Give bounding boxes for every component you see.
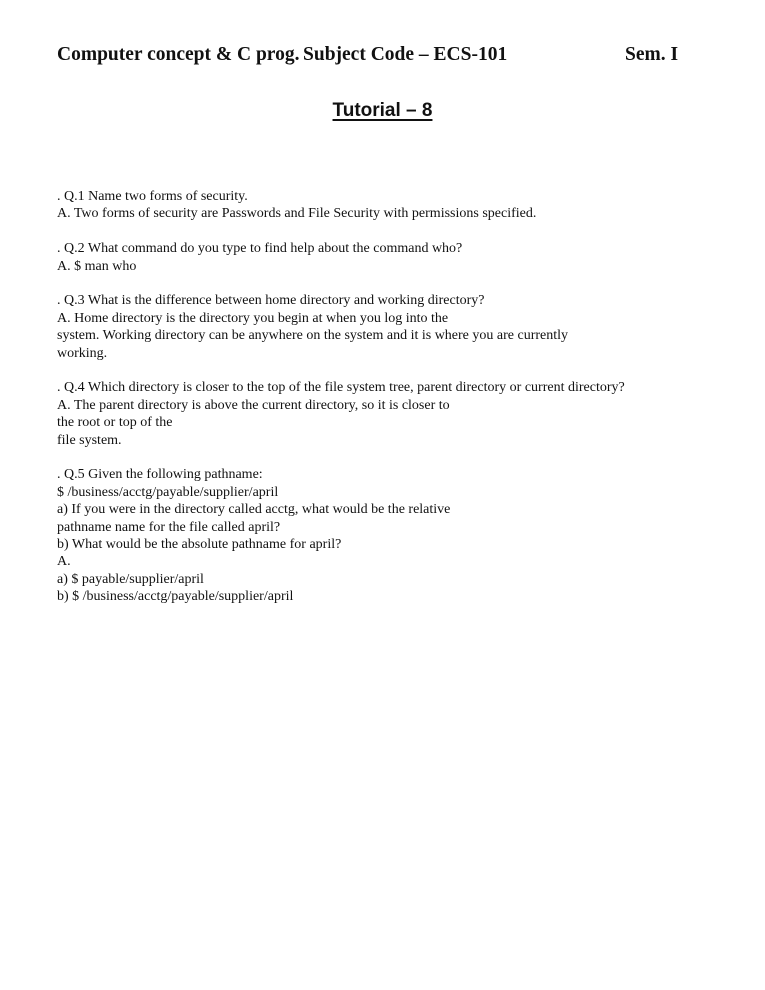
question-text: a) If you were in the directory called acctg, what would be the relative: [57, 502, 451, 518]
question-block-5: [57, 466, 737, 605]
question-text: . Q.1 Name two forms of security.: [57, 189, 248, 204]
answer-text: the root or top of the: [57, 415, 173, 431]
answer-text: file system.: [57, 432, 122, 448]
course-name: Computer concept & C prog.: [57, 44, 300, 65]
answer-text: A. Two forms of security are Passwords and File Security with permissions specified.: [57, 206, 537, 222]
subject-code: Subject Code – ECS-101: [303, 44, 508, 65]
question-text: pathname name for the file called april?: [57, 519, 281, 535]
question-text: $ /business/acctg/payable/supplier/april: [57, 484, 279, 500]
answer-text: A. $ man who: [57, 258, 137, 274]
tutorial-title-container: [0, 100, 765, 122]
question-text: . Q.3 What is the difference between home directory and working directory?: [57, 293, 485, 309]
answer-text: system. Working directory can be anywhere on the system and it is where you are currently: [57, 328, 569, 344]
answer-text: working.: [57, 345, 108, 361]
document-header: [57, 44, 697, 70]
answer-text: A. Home directory is the directory you begin at when you log into the: [57, 310, 449, 326]
question-text: b) What would be the absolute pathname for april?: [57, 537, 342, 553]
question-text: . Q.5 Given the following pathname:: [57, 467, 263, 483]
question-block-2: [57, 240, 737, 275]
tutorial-title: Tutorial – 8: [332, 100, 433, 121]
answer-text: a) $ payable/supplier/april: [57, 571, 204, 587]
question-block-1: [57, 188, 737, 223]
question-block-4: [57, 379, 737, 449]
questions-body: [57, 188, 737, 623]
question-text: . Q.2 What command do you type to find help about the command who?: [57, 241, 463, 257]
answer-text: A. The parent directory is above the current directory, so it is closer to: [57, 397, 450, 413]
semester: Sem. I: [625, 44, 679, 65]
answer-text: A.: [57, 554, 71, 570]
answer-text: b) $ /business/acctg/payable/supplier/april: [57, 589, 294, 605]
question-text: . Q.4 Which directory is closer to the top of the file system tree, parent directory or current directory?: [57, 380, 625, 396]
question-block-3: [57, 292, 737, 362]
